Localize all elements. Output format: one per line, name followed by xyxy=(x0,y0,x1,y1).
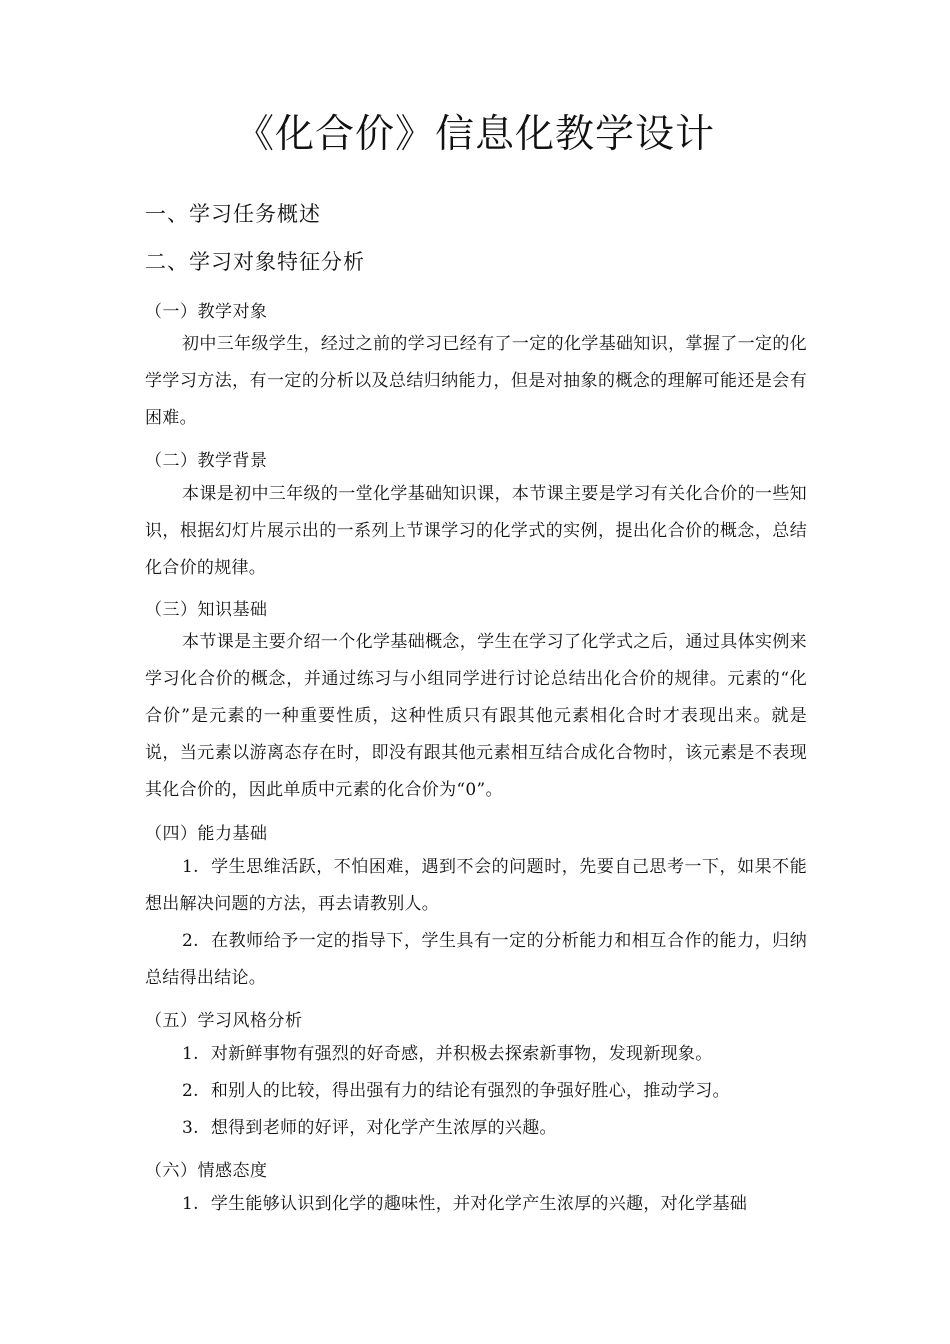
paragraph-teaching-target: 初中三年级学生，经过之前的学习已经有了一定的化学基础知识，掌握了一定的化学学习方法，有一定的分析以及总结归纳能力，但是对抽象的概念的理解可能还是会有困难。 xyxy=(145,334,807,428)
paragraph-knowledge-base: 本节课是主要介绍一个化学基础概念，学生在学习了化学式之后，通过具体实例来学习化合价的概念，并通过练习与小组同学进行讨论总结出化合价的规律。元素的“化合价”是元素的一种重要性质，这种性质只有跟其他元素相化合时才表现出来。就是说，当元素以游离态存在时，即没有跟其他元素相互结合成化合物时，该元素是不表现其化合价的，因此单质中元素的化合价为“0”。 xyxy=(145,632,807,800)
list-item xyxy=(145,1110,807,1147)
list-item-number: 1. xyxy=(182,1044,199,1064)
list-item-number: 2. xyxy=(182,1081,199,1101)
list-item-text: 想得到老师的好评，对化学产生浓厚的兴趣。 xyxy=(210,1118,557,1138)
subsection-heading-emotional-attitude: （六）情感态度 xyxy=(145,1161,268,1181)
document-title: 《化合价》信息化教学设计 xyxy=(234,112,715,157)
subsection-heading-teaching-target: （一）教学对象 xyxy=(145,302,268,322)
list-item xyxy=(145,849,807,923)
list-item xyxy=(145,923,807,997)
subsection-heading-learning-style: （五）学习风格分析 xyxy=(145,1011,303,1031)
list-item-text: 学生思维活跃，不怕困难，遇到不会的问题时，先要自己思考一下，如果不能想出解决问题的方法，再去请教别人。 xyxy=(145,857,807,914)
list-item-number: 2. xyxy=(182,931,199,951)
list-item xyxy=(145,1036,807,1073)
list-item-number: 1. xyxy=(182,857,199,877)
subsection-heading-teaching-background: （二）教学背景 xyxy=(145,451,268,471)
list-item-number: 1. xyxy=(182,1194,199,1214)
list-item xyxy=(145,1186,807,1223)
list-item-text: 和别人的比较，得出强有力的结论有强烈的争强好胜心，推动学习。 xyxy=(210,1081,730,1101)
list-item-number: 3. xyxy=(182,1118,199,1138)
list-item xyxy=(145,1073,807,1110)
list-item-text: 学生能够认识到化学的趣味性，并对化学产生浓厚的兴趣，对化学基础 xyxy=(210,1194,748,1214)
section-heading-2: 二、学习对象特征分析 xyxy=(145,250,365,274)
subsection-heading-knowledge-base: （三）知识基础 xyxy=(145,600,268,620)
paragraph-teaching-background: 本课是初中三年级的一堂化学基础知识课，本节课主要是学习有关化合价的一些知识，根据幻灯片展示出的一系列上节课学习的化学式的实例，提出化合价的概念，总结化合价的规律。 xyxy=(145,484,807,578)
list-item-text: 在教师给予一定的指导下，学生具有一定的分析能力和相互合作的能力，归纳总结得出结论。 xyxy=(145,931,807,988)
section-heading-1: 一、学习任务概述 xyxy=(145,202,321,226)
list-item-text: 对新鲜事物有强烈的好奇感，并积极去探索新事物，发现新现象。 xyxy=(210,1044,713,1064)
subsection-heading-ability-base: （四）能力基础 xyxy=(145,824,268,844)
